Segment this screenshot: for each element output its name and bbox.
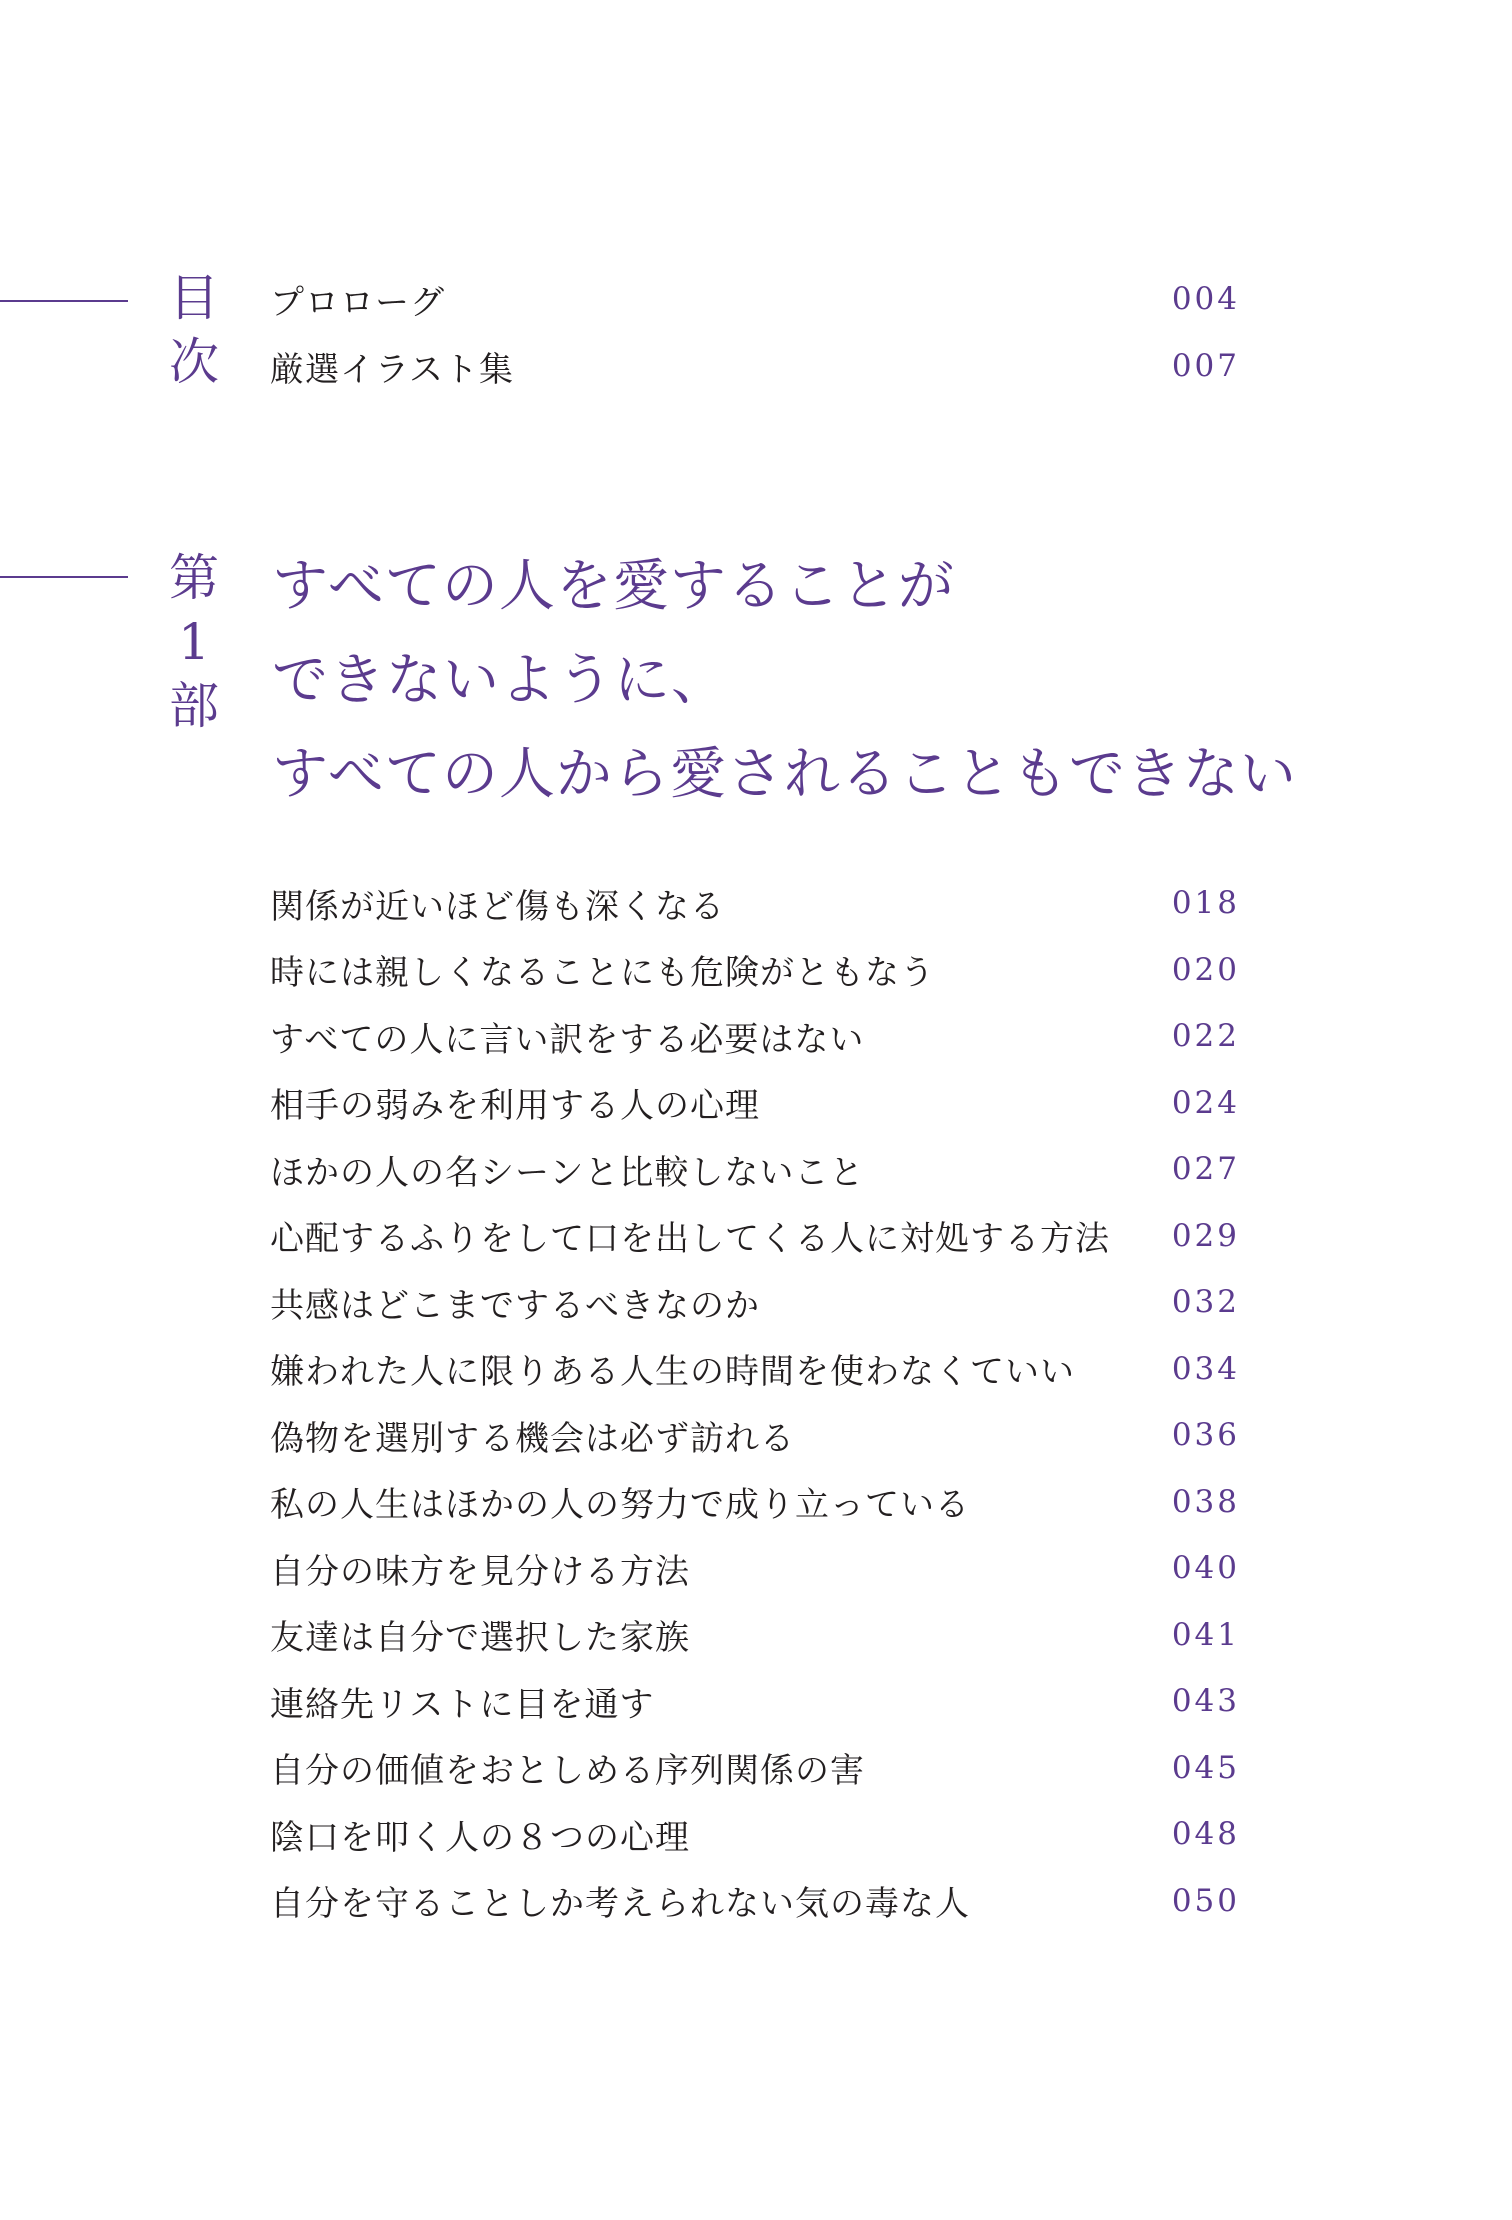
- part1-title: [272, 540, 1297, 822]
- toc-item-title: 連絡先リストに目を通す: [270, 1684, 655, 1725]
- toc-item-title: 陰口を叩く人の８つの心理: [270, 1817, 690, 1858]
- toc-item-page: 034: [1171, 1350, 1240, 1387]
- part1-label-char: 部: [169, 677, 219, 735]
- toc-item[interactable]: [270, 1336, 1240, 1402]
- toc-item-title: プロローグ: [270, 282, 445, 323]
- toc-rule: [0, 300, 128, 302]
- toc-item[interactable]: [270, 1203, 1240, 1269]
- part1-title-line: すべての人から愛されることもできない: [272, 742, 1297, 807]
- toc-item-page: 036: [1171, 1417, 1240, 1453]
- toc-item-title: 相手の弱みを利用する人の心理: [270, 1086, 760, 1126]
- toc-item[interactable]: [270, 937, 1240, 1003]
- toc-item-page: 004: [1171, 281, 1240, 317]
- toc-heading: [164, 266, 224, 394]
- toc-item-title: 厳選イラスト集: [270, 349, 514, 390]
- toc-item-prologue[interactable]: [270, 266, 1240, 332]
- toc-item-page: 020: [1171, 951, 1240, 988]
- toc-item-title: ほかの人の名シーンと比較しないこと: [270, 1152, 865, 1193]
- toc-item-page: 050: [1171, 1882, 1240, 1919]
- toc-item-title: すべての人に言い訳をする必要はない: [270, 1019, 865, 1060]
- part1-label-char: 第: [169, 549, 219, 607]
- toc-item-page: 032: [1171, 1284, 1240, 1320]
- toc-item[interactable]: [270, 1868, 1240, 1934]
- toc-item-title: 共感はどこまでするべきなのか: [270, 1285, 760, 1326]
- toc-item-page: 024: [1171, 1084, 1240, 1121]
- toc-item-page: 048: [1171, 1816, 1240, 1852]
- toc-item-title: 偽物を選別する機会は必ず訪れる: [270, 1418, 795, 1459]
- part1-title-line: できないように、: [272, 648, 728, 713]
- toc-heading-char: 目: [169, 269, 219, 327]
- toc-heading-char: 次: [169, 333, 219, 391]
- toc-item-title: 自分の価値をおとしめる序列関係の害: [270, 1751, 865, 1791]
- toc-item-title: 私の人生はほかの人の努力で成り立っている: [270, 1485, 970, 1525]
- toc-item[interactable]: [270, 1003, 1240, 1069]
- toc-item-page: 029: [1171, 1217, 1240, 1254]
- toc-item-page: 027: [1171, 1151, 1240, 1187]
- toc-item[interactable]: [270, 1136, 1240, 1202]
- toc-item-page: 045: [1171, 1749, 1240, 1786]
- toc-item[interactable]: [270, 1402, 1240, 1468]
- toc-item-page: 022: [1171, 1018, 1240, 1054]
- toc-item[interactable]: [270, 1801, 1240, 1867]
- toc-item-page: 038: [1171, 1483, 1240, 1520]
- toc-item-title: 嫌われた人に限りある人生の時間を使わなくていい: [270, 1352, 1075, 1392]
- toc-item[interactable]: [270, 1735, 1240, 1801]
- toc-item-page: 007: [1171, 348, 1240, 384]
- toc-item[interactable]: [270, 1269, 1240, 1335]
- toc-item-page: 043: [1171, 1683, 1240, 1719]
- toc-item[interactable]: [270, 1070, 1240, 1136]
- toc-item-title: 自分を守ることしか考えられない気の毒な人: [270, 1884, 970, 1924]
- part1-rule: [0, 576, 128, 578]
- toc-item[interactable]: [270, 1602, 1240, 1668]
- toc-item-page: 041: [1171, 1616, 1240, 1653]
- toc-item-title: 自分の味方を見分ける方法: [270, 1551, 690, 1592]
- toc-item-illustrations[interactable]: [270, 333, 1240, 399]
- toc-item-page: 040: [1171, 1550, 1240, 1586]
- part1-label: [164, 546, 224, 738]
- toc-item-page: 018: [1171, 885, 1240, 921]
- part1-title-line: すべての人を愛することが: [272, 554, 955, 619]
- toc-item[interactable]: [270, 870, 1240, 936]
- toc-item-title: 心配するふりをして口を出してくる人に対処する方法: [270, 1219, 1110, 1259]
- part1-label-char: 1: [178, 613, 210, 671]
- toc-item-title: 友達は自分で選択した家族: [270, 1618, 690, 1658]
- toc-item[interactable]: [270, 1469, 1240, 1535]
- toc-item[interactable]: [270, 1535, 1240, 1601]
- toc-item-title: 時には親しくなることにも危険がともなう: [270, 953, 935, 993]
- toc-item-title: 関係が近いほど傷も深くなる: [270, 886, 725, 927]
- toc-item[interactable]: [270, 1668, 1240, 1734]
